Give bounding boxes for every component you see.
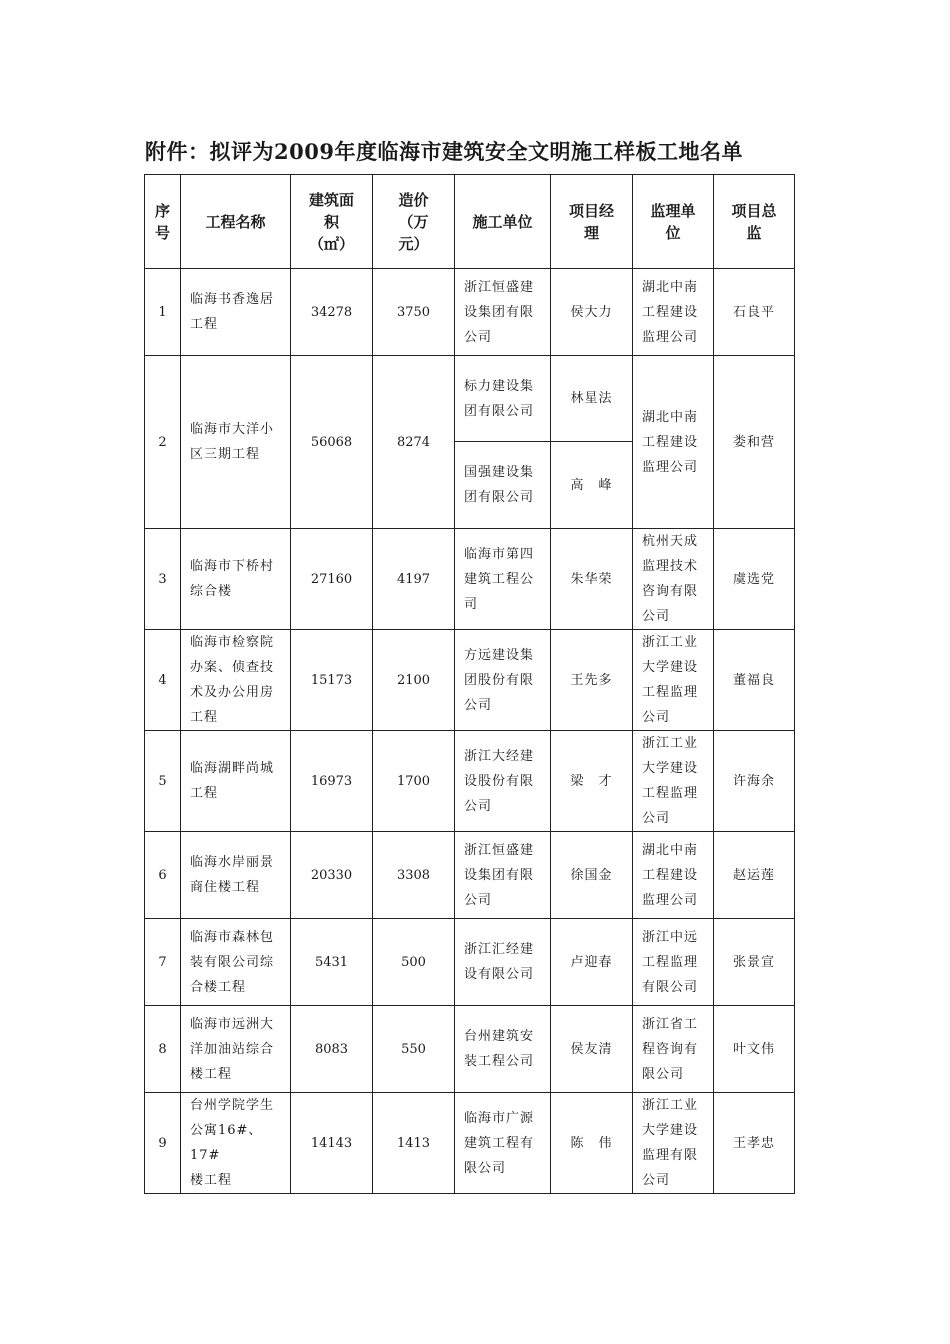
cell-line: 浙江工业 (642, 635, 699, 650)
cell-director: 许海余 (714, 731, 795, 832)
cell-name (181, 731, 291, 832)
header-director (714, 175, 795, 269)
cell-area: 8083 (291, 1006, 373, 1093)
cell-line: 临海市广源 (464, 1110, 535, 1126)
cell-area: 14143 (291, 1093, 373, 1194)
cell-contractor (455, 1093, 551, 1194)
cell-line: 程咨询有 (642, 1041, 699, 1057)
cell-director: 叶文伟 (714, 1006, 795, 1093)
cell-line: 司 (464, 596, 479, 612)
page-title: 附件：拟评为2009年度临海市建筑安全文明施工样板工地名单 (145, 139, 743, 164)
cell-line: 浙江汇经建 (464, 942, 535, 957)
cell-line: 公司 (642, 1173, 671, 1188)
cell-line: 装有限公司综 (190, 954, 275, 970)
cell-line: 咨询有限 (642, 584, 699, 599)
cell-line: 浙江恒盛建 (464, 842, 535, 858)
cell-director: 董福良 (714, 630, 795, 731)
cell-cost: 500 (373, 919, 455, 1006)
cell-name (181, 832, 291, 919)
cell-line: 临海水岸丽景 (190, 855, 275, 870)
cell-name (181, 529, 291, 630)
cell-line: 台州建筑安 (464, 1029, 535, 1044)
cell-cost: 550 (373, 1006, 455, 1093)
cell-line: 团股份有限 (464, 672, 535, 688)
cell-line: 临海市第四 (464, 546, 535, 562)
cell-manager: 林星法 (551, 356, 633, 442)
header-supervisor (633, 175, 714, 269)
cell-contractor (455, 1006, 551, 1093)
cell-line: 临海市大洋小 (190, 422, 275, 437)
cell-line: 湖北中南 (642, 279, 699, 295)
cell-line: 临海书香逸居 (190, 292, 275, 307)
cell-line: 施工单位 (472, 212, 533, 231)
cell-line: 项目经 (568, 201, 614, 220)
cell-line: 浙江工业 (642, 1098, 699, 1113)
cell-name (181, 630, 291, 731)
cell-line: 工程监理 (642, 786, 699, 801)
cell-manager: 侯大力 (551, 269, 633, 356)
cell-line: 工程建设 (642, 434, 699, 450)
cell-line: 工程 (190, 786, 219, 801)
cell-area: 56068 (291, 356, 373, 529)
cell-area: 16973 (291, 731, 373, 832)
cell-line: 公司 (464, 892, 493, 908)
cell-line: 商住楼工程 (190, 880, 261, 895)
cell-seq: 8 (145, 1006, 181, 1093)
cell-line: 楼工程 (190, 1173, 233, 1188)
cell-contractor (455, 630, 551, 731)
cell-name (181, 919, 291, 1006)
cell-manager: 徐国金 (551, 832, 633, 919)
cell-line: 工程建设 (642, 867, 699, 883)
cell-area: 5431 (291, 919, 373, 1006)
table-row (145, 630, 795, 731)
table-row (145, 529, 795, 630)
cell-seq: 6 (145, 832, 181, 919)
cell-line: 限公司 (464, 1160, 507, 1176)
cell-line: 造价 (398, 190, 429, 209)
cell-line: 监 (746, 223, 762, 242)
header-contractor (455, 175, 551, 269)
cell-line: 有限公司 (642, 979, 699, 995)
cell-name (181, 356, 291, 529)
cell-name (181, 1093, 291, 1194)
table-row (145, 1006, 795, 1093)
cell-line: 湖北中南 (642, 409, 699, 425)
cell-cost: 4197 (373, 529, 455, 630)
cell-line: 监理公司 (642, 329, 699, 345)
cell-line: 监理技术 (642, 559, 699, 574)
cell-line: 位 (665, 223, 681, 242)
cell-director: 赵运莲 (714, 832, 795, 919)
cell-line: 限公司 (642, 1066, 685, 1082)
cell-line: 湖北中南 (642, 842, 699, 858)
cell-manager: 朱华荣 (551, 529, 633, 630)
cell-line: 监理公司 (642, 892, 699, 908)
cell-line: 浙江中远 (642, 929, 699, 945)
cell-cost: 3750 (373, 269, 455, 356)
cell-line: 临海市下桥村 (190, 559, 275, 574)
cell-contractor (455, 919, 551, 1006)
header-cost (373, 175, 455, 269)
cell-line: 工程监理 (642, 685, 699, 700)
cell-supervisor (633, 630, 714, 731)
cell-seq: 7 (145, 919, 181, 1006)
cell-director: 娄和营 (714, 356, 795, 529)
cell-line: 公司 (464, 798, 493, 814)
cell-line: 监理单 (650, 201, 696, 220)
cell-line: 大学建设 (642, 761, 699, 776)
cell-seq: 9 (145, 1093, 181, 1194)
cell-contractor (455, 356, 551, 442)
cell-supervisor (633, 731, 714, 832)
cell-line: 元） (398, 234, 429, 253)
cell-manager: 侯友清 (551, 1006, 633, 1093)
header-seq (145, 175, 181, 269)
cell-seq: 3 (145, 529, 181, 630)
cell-line: 大学建设 (642, 660, 699, 675)
cell-area: 34278 (291, 269, 373, 356)
cell-manager: 梁 才 (551, 731, 633, 832)
cell-line: 建筑工程公 (464, 571, 535, 587)
cell-line: 临海市森林包 (190, 929, 275, 945)
cell-supervisor (633, 919, 714, 1006)
cell-line: 设股份有限 (464, 773, 535, 789)
cell-line: 浙江恒盛建 (464, 279, 535, 295)
cell-line: 公寓16#、17# (190, 1123, 263, 1163)
cell-line: 建筑工程有 (464, 1135, 535, 1151)
cell-line: 工程监理 (642, 954, 699, 970)
cell-line: 办案、侦查技 (190, 660, 275, 675)
cell-line: （万 (398, 212, 429, 231)
cell-line: 设集团有限 (464, 867, 535, 883)
cell-line: 浙江大经建 (464, 748, 535, 764)
cell-area: 27160 (291, 529, 373, 630)
cell-manager: 王先多 (551, 630, 633, 731)
cell-area: 20330 (291, 832, 373, 919)
cell-line: 工程名称 (205, 212, 266, 231)
cell-line: 公司 (642, 811, 671, 826)
cell-director: 王孝忠 (714, 1093, 795, 1194)
cell-name (181, 269, 291, 356)
cell-cost: 8274 (373, 356, 455, 529)
cell-line: 杭州天成 (642, 534, 699, 549)
cell-contractor (455, 269, 551, 356)
cell-line: （㎡） (308, 234, 354, 253)
header-name (181, 175, 291, 269)
cell-line: 序 (154, 201, 170, 220)
cell-line: 设有限公司 (464, 967, 535, 982)
cell-line: 工程 (190, 317, 219, 332)
cell-line: 建筑面 (308, 190, 354, 209)
cell-line: 团有限公司 (464, 490, 535, 505)
cell-line: 理 (583, 223, 599, 242)
table-row (145, 731, 795, 832)
cell-cost: 2100 (373, 630, 455, 731)
cell-seq: 4 (145, 630, 181, 731)
header-area (291, 175, 373, 269)
cell-line: 积 (323, 212, 339, 231)
cell-line: 方远建设集 (464, 647, 535, 663)
cell-contractor (455, 442, 551, 529)
table-row (145, 356, 795, 442)
cell-supervisor (633, 269, 714, 356)
cell-line: 临海市远洲大 (190, 1016, 275, 1032)
cell-supervisor (633, 1093, 714, 1194)
cell-line: 国强建设集 (464, 465, 535, 480)
cell-director: 张景宣 (714, 919, 795, 1006)
cell-line: 洋加油站综合 (190, 1041, 275, 1057)
cell-seq: 1 (145, 269, 181, 356)
cell-manager: 陈 伟 (551, 1093, 633, 1194)
cell-seq: 5 (145, 731, 181, 832)
cell-supervisor (633, 1006, 714, 1093)
cell-line: 标力建设集 (464, 378, 535, 394)
cell-director: 石良平 (714, 269, 795, 356)
table-row (145, 919, 795, 1006)
cell-line: 团有限公司 (464, 403, 535, 419)
cell-line: 浙江省工 (642, 1016, 699, 1032)
cell-line: 工程建设 (642, 304, 699, 320)
cell-line: 楼工程 (190, 1066, 233, 1082)
cell-line: 号 (154, 223, 170, 242)
cell-supervisor (633, 529, 714, 630)
header-row (145, 175, 795, 269)
cell-line: 台州学院学生 (190, 1098, 275, 1113)
cell-line: 装工程公司 (464, 1054, 535, 1069)
cell-line: 大学建设 (642, 1123, 699, 1138)
cell-line: 合楼工程 (190, 979, 247, 995)
cell-line: 临海湖畔尚城 (190, 761, 275, 776)
cell-manager: 高 峰 (551, 442, 633, 529)
cell-director: 虞选党 (714, 529, 795, 630)
cell-supervisor (633, 832, 714, 919)
cell-line: 公司 (464, 697, 493, 713)
cell-cost: 3308 (373, 832, 455, 919)
cell-cost: 1700 (373, 731, 455, 832)
cell-line: 术及办公用房 (190, 685, 275, 700)
cell-contractor (455, 832, 551, 919)
cell-line: 监理公司 (642, 459, 699, 475)
cell-manager: 卢迎春 (551, 919, 633, 1006)
cell-name (181, 1006, 291, 1093)
cell-line: 区三期工程 (190, 447, 261, 462)
cell-line: 设集团有限 (464, 304, 535, 320)
cell-contractor (455, 529, 551, 630)
project-table (144, 174, 795, 1194)
table-row (145, 269, 795, 356)
cell-supervisor (633, 356, 714, 529)
cell-line: 浙江工业 (642, 736, 699, 751)
cell-line: 公司 (464, 329, 493, 345)
cell-line: 项目总 (731, 201, 777, 220)
cell-line: 临海市检察院 (190, 635, 275, 650)
cell-area: 15173 (291, 630, 373, 731)
table-row (145, 832, 795, 919)
cell-line: 综合楼 (190, 584, 233, 599)
table-row (145, 1093, 795, 1194)
cell-line: 公司 (642, 609, 671, 624)
cell-cost: 1413 (373, 1093, 455, 1194)
cell-seq: 2 (145, 356, 181, 529)
cell-line: 工程 (190, 710, 219, 725)
header-manager (551, 175, 633, 269)
cell-line: 公司 (642, 710, 671, 725)
cell-contractor (455, 731, 551, 832)
cell-line: 监理有限 (642, 1148, 699, 1163)
